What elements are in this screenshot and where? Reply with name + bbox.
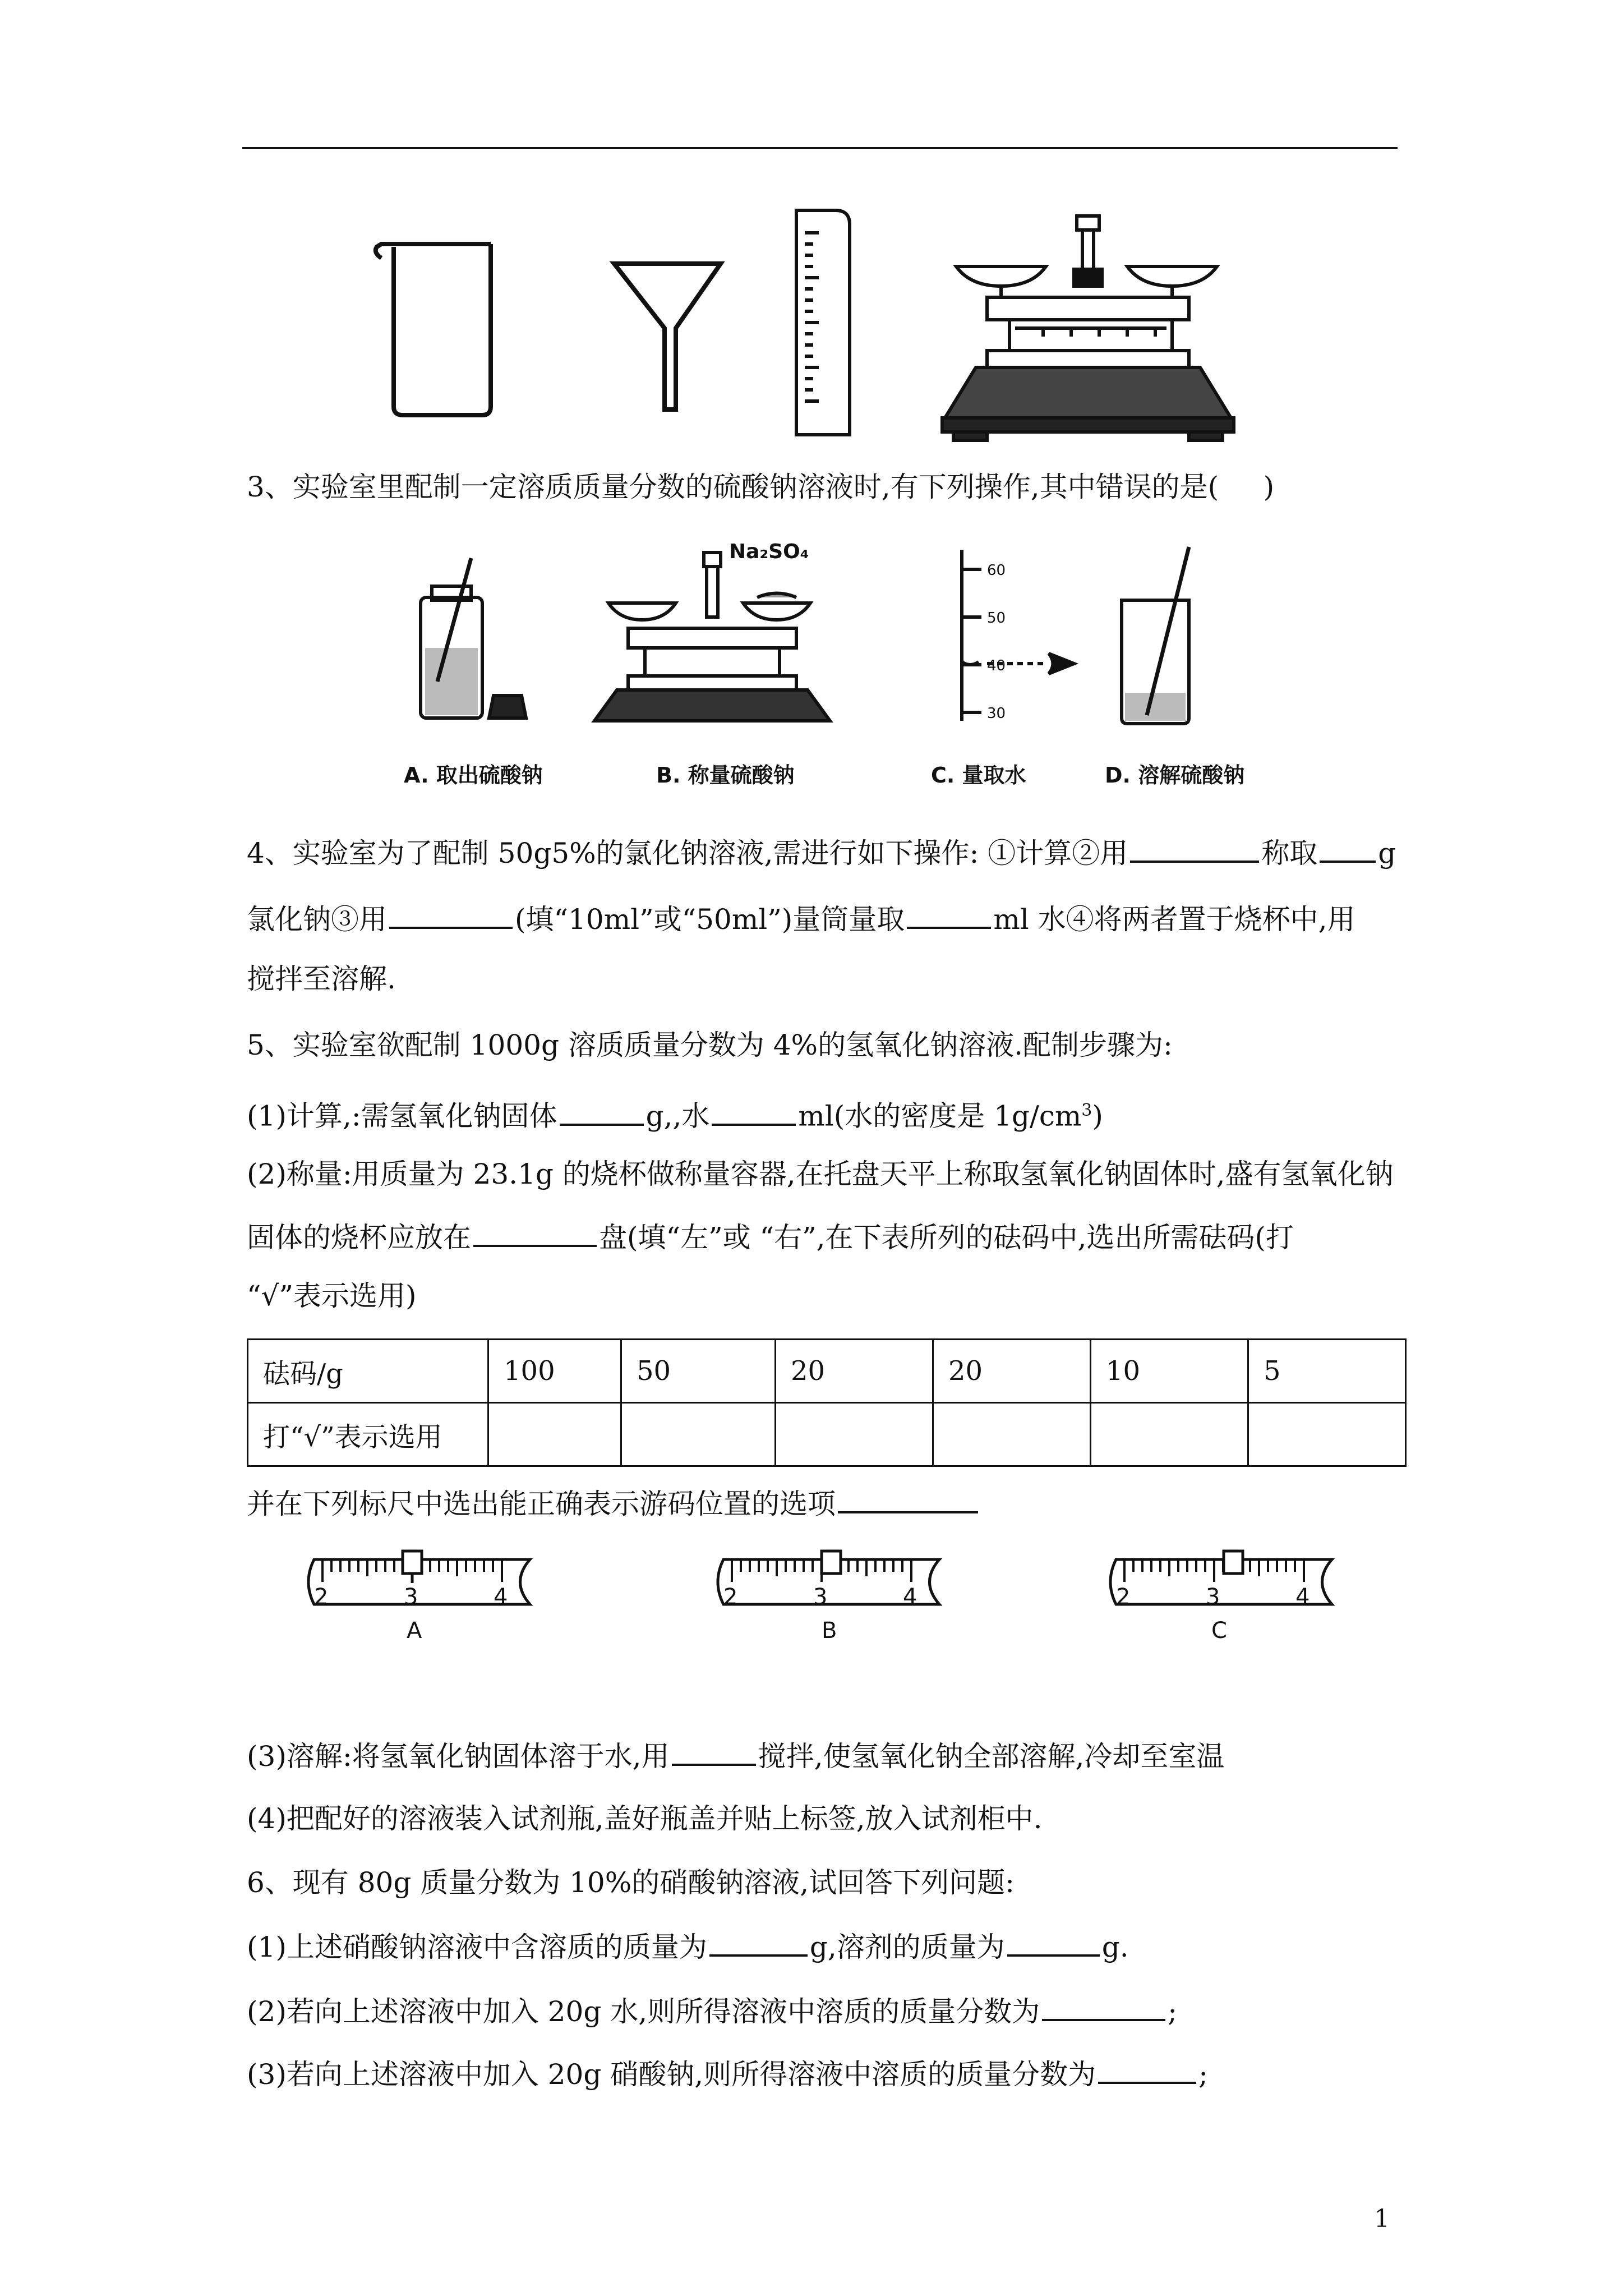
table-row [248, 1403, 1406, 1466]
caption-c: C. 量取水 [931, 763, 1026, 788]
question-5-step-3 [247, 1739, 1224, 1773]
question-3-text: 3、实验室里配制一定溶质质量分数的硫酸钠溶液时,有下列操作,其中错误的是( ) [247, 471, 1275, 503]
q6-p1-text-c: g. [1101, 1931, 1129, 1963]
question-6-part-2 [247, 1994, 1177, 2028]
caption-a: A. 取出硫酸钠 [404, 763, 543, 788]
q6-intro-text: 6、现有 80g 质量分数为 10%的硝酸钠溶液,试回答下列问题: [247, 1866, 1015, 1899]
q5-s2-text-a: (2)称量:用质量为 23.1g 的烧杯做称量容器,在托盘天平上称取氢氧化钠固体时,盛有氢氧化钠 [247, 1158, 1394, 1190]
q6-p1-text-b: g,溶剂的质量为 [809, 1931, 1005, 1963]
select-cell-10[interactable] [1091, 1403, 1248, 1466]
q6-p3-text-a: (3)若向上述溶液中加入 20g 硝酸钠,则所得溶液中溶质的质量分数为 [247, 2058, 1096, 2091]
q5-blank-water-volume[interactable] [712, 1099, 796, 1126]
q5-blank-naoh-mass[interactable] [560, 1099, 644, 1126]
cylinder-tick-40: 40 [987, 657, 1006, 674]
rulers-figure [297, 1548, 1363, 1660]
q6-p3-text-b: ; [1198, 2058, 1208, 2091]
q4-blank-cylinder[interactable] [389, 902, 513, 929]
q4-text-2b: (填“10ml”或“50ml”)量筒量取 [515, 903, 905, 936]
measuring-cylinder-icon [962, 550, 1074, 721]
q6-blank-solute-mass[interactable] [709, 1930, 808, 1957]
question-5-step-4 [247, 1802, 1043, 1835]
reagent-bottle-icon [421, 558, 526, 718]
select-cell-20-a[interactable] [776, 1403, 933, 1466]
cylinder-tick-50: 50 [987, 610, 1006, 627]
table-row [248, 1340, 1406, 1403]
weights-table [247, 1338, 1407, 1467]
q5-blank-pan[interactable] [473, 1220, 597, 1247]
chemical-label: Na₂SO₄ [729, 540, 809, 563]
q6-p2-text-b: ; [1168, 1995, 1177, 2028]
q4-blank-instrument[interactable] [1130, 836, 1259, 863]
question-5-step-2-end [247, 1279, 417, 1313]
ruler-b-num-4: 4 [903, 1584, 917, 1610]
q4-text-1b: 称取 [1261, 837, 1318, 869]
q6-p2-text-a: (2)若向上述溶液中加入 20g 水,则所得溶液中溶质的质量分数为 [247, 1995, 1040, 2028]
ruler-label-b: B [822, 1618, 837, 1644]
ruler-label-c: C [1211, 1618, 1227, 1644]
q5-blank-stir-tool[interactable] [672, 1739, 756, 1766]
q6-blank-fraction-solute[interactable] [1098, 2057, 1196, 2084]
select-cell-100[interactable] [488, 1403, 621, 1466]
weight-5: 5 [1248, 1340, 1406, 1403]
ruler-c-num-3: 3 [1206, 1584, 1220, 1610]
question-4-line-1 [247, 836, 1396, 870]
select-cell-5[interactable] [1248, 1403, 1406, 1466]
q4-blank-water[interactable] [907, 902, 991, 929]
q5-s1-text-a: (1)计算,:需氢氧化钠固体 [247, 1099, 557, 1133]
weight-20-b: 20 [933, 1340, 1091, 1403]
q4-text-2a: 氯化钠③用 [247, 903, 387, 936]
q6-blank-fraction-water[interactable] [1042, 1994, 1165, 2021]
q5-s1-text-e: ) [1092, 1099, 1103, 1133]
weight-10: 10 [1091, 1340, 1248, 1403]
q4-text-1a: 4、实验室为了配制 50g5%的氯化钠溶液,需进行如下操作: ①计算②用 [247, 837, 1128, 869]
cylinder-tick-60: 60 [987, 562, 1006, 579]
question-5-step-2-cont [247, 1220, 1294, 1254]
apparatus-figure [370, 202, 1267, 443]
ruler-c-num-2: 2 [1116, 1584, 1131, 1610]
question-6-intro [247, 1866, 1015, 1899]
question-3 [247, 470, 1274, 504]
question-5-ruler-question [247, 1487, 980, 1521]
caption-b: B. 称量硫酸钠 [656, 763, 795, 788]
question-3-figure [393, 536, 1267, 805]
ruler-a-num-2: 2 [314, 1584, 329, 1610]
funnel-icon [614, 264, 721, 409]
ruler-a-num-4: 4 [494, 1584, 508, 1610]
ruler-label-a: A [407, 1618, 422, 1644]
q4-text-1c: g [1378, 837, 1396, 869]
q6-blank-solvent-mass[interactable] [1007, 1930, 1100, 1957]
weight-50: 50 [621, 1340, 776, 1403]
q5-s4-text: (4)把配好的溶液装入试剂瓶,盖好瓶盖并贴上标签,放入试剂柜中. [247, 1802, 1043, 1835]
cylinder-tick-30: 30 [987, 705, 1006, 722]
graduated-cylinder-icon [796, 210, 850, 435]
select-row-label: 打“√”表示选用 [248, 1403, 488, 1466]
q5-s2-text-c: 盘(填“左”或 “右”,在下表所列的砝码中,选出所需砝码(打 [599, 1221, 1294, 1254]
q5-s3-text-b: 搅拌,使氢氧化钠全部溶解,冷却至室温 [758, 1740, 1225, 1773]
q5-s1-text-b: g,,水 [645, 1099, 710, 1133]
q5-s1-text-c: ml(水的密度是 1g/cm [798, 1099, 1082, 1133]
question-6-part-1 [247, 1930, 1129, 1964]
beaker-icon [376, 244, 491, 415]
q5-s3-text-a: (3)溶解:将氢氧化钠固体溶于水,用 [247, 1740, 670, 1773]
q5-ruler-text: 并在下列标尺中选出能正确表示游码位置的选项 [247, 1488, 836, 1520]
page-number: 1 [1374, 2205, 1390, 2233]
question-4-line-2 [247, 902, 1355, 936]
ruler-b-num-3: 3 [813, 1584, 828, 1610]
q5-s1-superscript: 3 [1081, 1101, 1092, 1120]
q4-text-2c: ml 水④将两者置于烧杯中,用 [993, 903, 1355, 936]
q6-p1-text-a: (1)上述硝酸钠溶液中含溶质的质量为 [247, 1931, 707, 1963]
weighing-balance-icon [594, 553, 830, 721]
caption-d: D. 溶解硫酸钠 [1105, 763, 1245, 788]
weights-header: 砝码/g [248, 1340, 488, 1403]
select-cell-20-b[interactable] [933, 1403, 1091, 1466]
select-cell-50[interactable] [621, 1403, 776, 1466]
weight-20-a: 20 [776, 1340, 933, 1403]
question-5-step-2 [247, 1157, 1394, 1191]
header-rule [242, 147, 1398, 149]
question-5-intro [247, 1028, 1173, 1062]
question-4-line-3 [247, 962, 396, 996]
q5-blank-ruler-choice[interactable] [838, 1487, 978, 1513]
q5-s2-text-b: 固体的烧杯应放在 [247, 1221, 471, 1254]
question-6-part-3 [247, 2057, 1208, 2091]
q4-text-3: 搅拌至溶解. [247, 963, 396, 995]
question-5-step-1 [247, 1094, 1103, 1133]
ruler-c-num-4: 4 [1295, 1584, 1310, 1610]
q5-s2-text-d: “√”表示选用) [247, 1280, 417, 1312]
balance-icon [942, 216, 1234, 440]
weight-100: 100 [488, 1340, 621, 1403]
dissolving-beaker-icon [1122, 547, 1189, 724]
ruler-a-num-3: 3 [404, 1584, 418, 1610]
q5-intro-text: 5、实验室欲配制 1000g 溶质质量分数为 4%的氢氧化钠溶液.配制步骤为: [247, 1029, 1173, 1061]
ruler-b-num-2: 2 [723, 1584, 738, 1610]
q4-blank-mass[interactable] [1320, 836, 1376, 863]
